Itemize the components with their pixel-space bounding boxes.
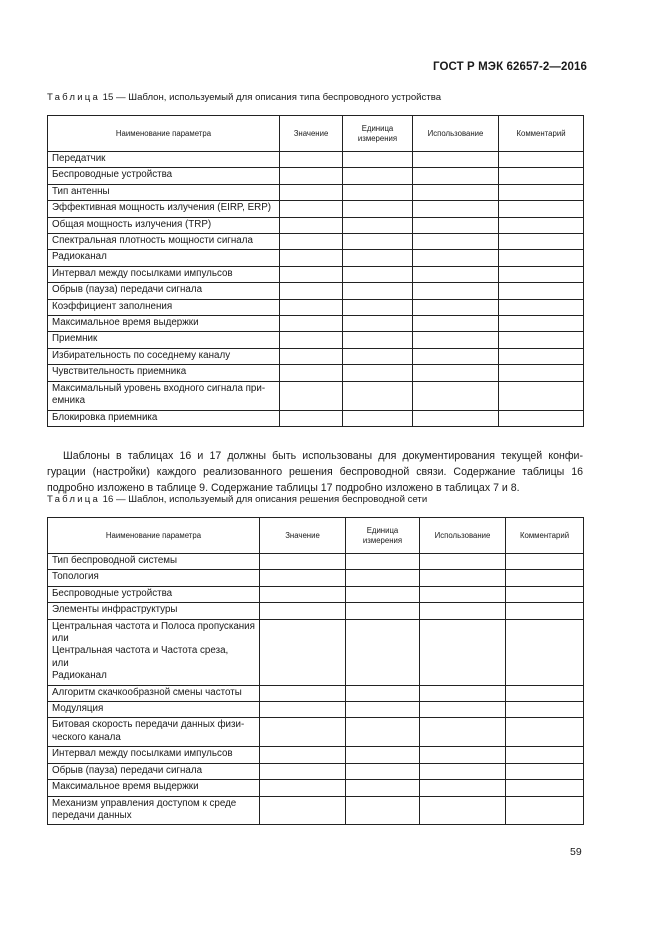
table-row xyxy=(48,348,584,364)
empty-cell xyxy=(260,718,346,747)
empty-cell xyxy=(420,796,506,825)
t15-col-parameter: Наименование параметра xyxy=(48,116,280,152)
table-16 xyxy=(47,517,584,825)
table-15-caption xyxy=(47,92,441,103)
empty-cell xyxy=(499,299,584,315)
empty-cell xyxy=(413,217,499,233)
empty-cell xyxy=(499,365,584,381)
empty-cell xyxy=(499,283,584,299)
empty-cell xyxy=(260,685,346,701)
table-row xyxy=(48,283,584,299)
empty-cell xyxy=(280,217,343,233)
empty-cell xyxy=(499,381,584,410)
empty-cell xyxy=(343,266,413,282)
empty-cell xyxy=(506,780,584,796)
empty-cell xyxy=(499,234,584,250)
parameter-name-cell: Тип беспроводной системы xyxy=(48,554,260,570)
parameter-name-cell: Эффективная мощность излучения (EIRP, ERP) xyxy=(48,201,280,217)
empty-cell xyxy=(413,184,499,200)
empty-cell xyxy=(420,554,506,570)
empty-cell xyxy=(280,152,343,168)
parameter-name-cell: Механизм управления доступом к среде передачи данных xyxy=(48,796,260,825)
parameter-name-cell: Обрыв (пауза) передачи сигнала xyxy=(48,763,260,779)
empty-cell xyxy=(346,619,420,685)
empty-cell xyxy=(413,234,499,250)
table-row xyxy=(48,763,584,779)
parameter-name-cell: Интервал между посылками импульсов xyxy=(48,747,260,763)
empty-cell xyxy=(499,316,584,332)
empty-cell xyxy=(343,184,413,200)
t15-col-comment: Комментарий xyxy=(499,116,584,152)
empty-cell xyxy=(260,702,346,718)
parameter-name-cell: Максимальное время выдержки xyxy=(48,780,260,796)
table-15-caption-word: Таблица xyxy=(47,92,101,103)
empty-cell xyxy=(413,348,499,364)
t16-col-unit: Единица измерения xyxy=(346,518,420,554)
empty-cell xyxy=(280,184,343,200)
empty-cell xyxy=(420,763,506,779)
empty-cell xyxy=(260,554,346,570)
empty-cell xyxy=(506,718,584,747)
parameter-name-cell: Битовая скорость передачи данных физического канала xyxy=(48,718,260,747)
empty-cell xyxy=(343,316,413,332)
page-number: 59 xyxy=(570,846,582,858)
table-row xyxy=(48,184,584,200)
parameter-name-cell: Беспроводные устройства xyxy=(48,586,260,602)
table-16-header-row xyxy=(48,518,584,554)
empty-cell xyxy=(499,348,584,364)
t16-col-value: Значение xyxy=(260,518,346,554)
empty-cell xyxy=(420,685,506,701)
empty-cell xyxy=(499,217,584,233)
empty-cell xyxy=(343,217,413,233)
parameter-name-cell: Избирательность по соседнему каналу xyxy=(48,348,280,364)
empty-cell xyxy=(343,168,413,184)
table-row xyxy=(48,250,584,266)
empty-cell xyxy=(280,381,343,410)
table-row xyxy=(48,586,584,602)
table-row xyxy=(48,685,584,701)
empty-cell xyxy=(346,796,420,825)
parameter-name-cell: Интервал между посылками импульсов xyxy=(48,266,280,282)
empty-cell xyxy=(413,299,499,315)
empty-cell xyxy=(346,685,420,701)
empty-cell xyxy=(506,685,584,701)
parameter-name-cell: Модуляция xyxy=(48,702,260,718)
t16-col-usage: Использование xyxy=(420,518,506,554)
table-row xyxy=(48,554,584,570)
empty-cell xyxy=(280,283,343,299)
table-15 xyxy=(47,115,584,427)
t16-col-parameter: Наименование параметра xyxy=(48,518,260,554)
empty-cell xyxy=(506,554,584,570)
table-row xyxy=(48,619,584,685)
paragraph-line-2: гурации (настройки) каждого реализованного решения беспроводной связи. Содержание таблицы 16 xyxy=(47,466,583,478)
empty-cell xyxy=(280,410,343,426)
table-16-caption-word: Таблица xyxy=(47,494,101,505)
empty-cell xyxy=(413,266,499,282)
empty-cell xyxy=(343,348,413,364)
table-row xyxy=(48,299,584,315)
table-row xyxy=(48,217,584,233)
empty-cell xyxy=(499,266,584,282)
empty-cell xyxy=(343,381,413,410)
empty-cell xyxy=(346,702,420,718)
empty-cell xyxy=(280,266,343,282)
parameter-name-cell: Передатчик xyxy=(48,152,280,168)
table-row xyxy=(48,796,584,825)
empty-cell xyxy=(346,570,420,586)
t15-col-unit: Единица измерения xyxy=(343,116,413,152)
empty-cell xyxy=(343,250,413,266)
table-row xyxy=(48,266,584,282)
empty-cell xyxy=(413,410,499,426)
empty-cell xyxy=(280,316,343,332)
empty-cell xyxy=(413,283,499,299)
table-row xyxy=(48,780,584,796)
empty-cell xyxy=(506,619,584,685)
empty-cell xyxy=(343,299,413,315)
empty-cell xyxy=(413,168,499,184)
empty-cell xyxy=(260,603,346,619)
empty-cell xyxy=(420,603,506,619)
empty-cell xyxy=(420,619,506,685)
empty-cell xyxy=(413,332,499,348)
empty-cell xyxy=(280,365,343,381)
table-16-body xyxy=(48,554,584,825)
empty-cell xyxy=(343,332,413,348)
table-row xyxy=(48,201,584,217)
empty-cell xyxy=(260,780,346,796)
table-row xyxy=(48,152,584,168)
empty-cell xyxy=(343,234,413,250)
empty-cell xyxy=(346,586,420,602)
empty-cell xyxy=(346,747,420,763)
parameter-name-cell: Тип антенны xyxy=(48,184,280,200)
t16-col-comment: Комментарий xyxy=(506,518,584,554)
empty-cell xyxy=(413,152,499,168)
empty-cell xyxy=(280,234,343,250)
empty-cell xyxy=(413,316,499,332)
empty-cell xyxy=(420,570,506,586)
empty-cell xyxy=(280,250,343,266)
empty-cell xyxy=(413,201,499,217)
parameter-name-cell: Спектральная плотность мощности сигнала xyxy=(48,234,280,250)
empty-cell xyxy=(420,586,506,602)
document-code-header: ГОСТ Р МЭК 62657-2—2016 xyxy=(433,61,587,73)
empty-cell xyxy=(280,201,343,217)
table-row xyxy=(48,747,584,763)
empty-cell xyxy=(506,702,584,718)
table-16-caption xyxy=(47,494,427,505)
parameter-name-cell: Радиоканал xyxy=(48,250,280,266)
empty-cell xyxy=(280,348,343,364)
t15-col-usage: Использование xyxy=(413,116,499,152)
empty-cell xyxy=(420,718,506,747)
empty-cell xyxy=(499,332,584,348)
empty-cell xyxy=(260,570,346,586)
table-row xyxy=(48,718,584,747)
empty-cell xyxy=(413,381,499,410)
table-15-header-row xyxy=(48,116,584,152)
table-row xyxy=(48,168,584,184)
empty-cell xyxy=(260,619,346,685)
empty-cell xyxy=(413,250,499,266)
empty-cell xyxy=(260,763,346,779)
empty-cell xyxy=(260,586,346,602)
paragraph-line-1: Шаблоны в таблицах 16 и 17 должны быть использованы для документирования текущей конфи- xyxy=(63,450,583,462)
table-row xyxy=(48,381,584,410)
parameter-name-cell: Максимальное время выдержки xyxy=(48,316,280,332)
empty-cell xyxy=(346,554,420,570)
table-row xyxy=(48,316,584,332)
empty-cell xyxy=(420,747,506,763)
table-16-caption-text: 16 — Шаблон, используемый для описания решения беспроводной сети xyxy=(100,494,428,505)
empty-cell xyxy=(506,570,584,586)
parameter-name-cell: Коэффициент заполнения xyxy=(48,299,280,315)
empty-cell xyxy=(260,796,346,825)
empty-cell xyxy=(506,747,584,763)
empty-cell xyxy=(420,780,506,796)
empty-cell xyxy=(280,168,343,184)
empty-cell xyxy=(506,586,584,602)
table-row xyxy=(48,702,584,718)
parameter-name-cell: Максимальный уровень входного сигнала приемника xyxy=(48,381,280,410)
empty-cell xyxy=(499,184,584,200)
empty-cell xyxy=(499,152,584,168)
empty-cell xyxy=(506,603,584,619)
empty-cell xyxy=(343,365,413,381)
parameter-name-cell: Топология xyxy=(48,570,260,586)
parameter-name-cell: Чувствительность приемника xyxy=(48,365,280,381)
empty-cell xyxy=(343,201,413,217)
table-row xyxy=(48,332,584,348)
t15-col-value: Значение xyxy=(280,116,343,152)
table-row xyxy=(48,570,584,586)
empty-cell xyxy=(499,201,584,217)
parameter-name-cell: Блокировка приемника xyxy=(48,410,280,426)
empty-cell xyxy=(346,603,420,619)
empty-cell xyxy=(499,410,584,426)
body-paragraph xyxy=(47,448,583,496)
empty-cell xyxy=(280,332,343,348)
empty-cell xyxy=(499,168,584,184)
empty-cell xyxy=(343,283,413,299)
empty-cell xyxy=(280,299,343,315)
empty-cell xyxy=(346,718,420,747)
parameter-name-cell: Алгоритм скачкообразной смены частоты xyxy=(48,685,260,701)
empty-cell xyxy=(346,763,420,779)
empty-cell xyxy=(420,702,506,718)
parameter-name-cell: Общая мощность излучения (TRP) xyxy=(48,217,280,233)
empty-cell xyxy=(343,410,413,426)
parameter-name-cell: Обрыв (пауза) передачи сигнала xyxy=(48,283,280,299)
parameter-name-cell: Беспроводные устройства xyxy=(48,168,280,184)
table-row xyxy=(48,603,584,619)
table-row xyxy=(48,410,584,426)
table-15-body xyxy=(48,152,584,427)
table-15-caption-text: 15 — Шаблон, используемый для описания типа беспроводного устройства xyxy=(100,92,442,103)
empty-cell xyxy=(413,365,499,381)
empty-cell xyxy=(346,780,420,796)
empty-cell xyxy=(260,747,346,763)
parameter-name-cell: Центральная частота и Полоса пропускания или Центральная частота и Частота среза, или Радиоканал xyxy=(48,619,260,685)
empty-cell xyxy=(506,763,584,779)
parameter-name-cell: Элементы инфраструктуры xyxy=(48,603,260,619)
table-row xyxy=(48,365,584,381)
empty-cell xyxy=(506,796,584,825)
table-row xyxy=(48,234,584,250)
parameter-name-cell: Приемник xyxy=(48,332,280,348)
empty-cell xyxy=(343,152,413,168)
empty-cell xyxy=(499,250,584,266)
paragraph-line-3: подробно изложено в таблице 9. Содержание таблицы 17 подробно изложено в таблицах 7 и 8. xyxy=(47,482,520,494)
